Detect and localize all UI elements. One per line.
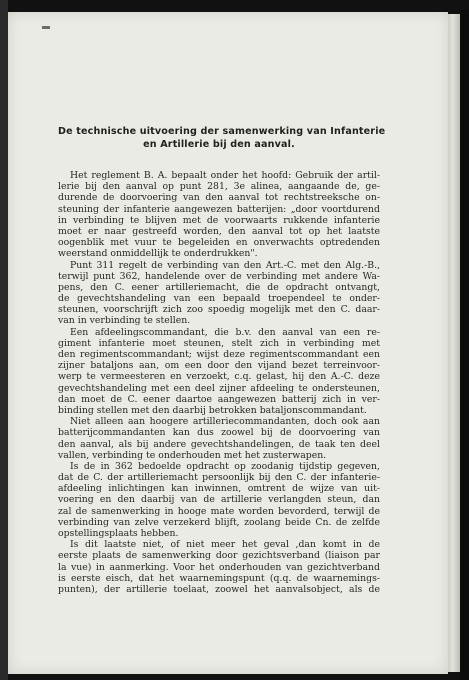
- text-line: van in verbinding te stellen.: [58, 315, 191, 327]
- text-line: batterijcommandanten kan dus zoowel bij de doorvoering van: [58, 427, 380, 439]
- text-line: afdeeling inlichtingen kan inwinnen, omtrent de wijze van uit-: [58, 483, 380, 495]
- text-line: in verbinding te blijven met de voorwaarts rukkende infanterie: [58, 214, 380, 226]
- text-line: Is de in 362 bedoelde opdracht op zoodanig tijdstip gegeven,: [70, 460, 380, 472]
- text-line: Een afdeelingscommandant, die b.v. den aanval van een re-: [70, 326, 380, 338]
- text-line: weerstand onmiddellijk te onderdrukken".: [58, 248, 258, 260]
- text-line: eerste plaats de samenwerking door gezichtsverband (liaison par: [58, 550, 380, 562]
- print-mark: [42, 26, 50, 29]
- text-line: pens, den C. eener artilleriemacht, die de opdracht ontvangt,: [58, 281, 380, 293]
- text-line: binding stellen met den daarbij betrokken bataljonscommandant.: [58, 404, 367, 416]
- text-line: Punt 311 regelt de verbinding van den Art.-C. met den Alg.-B.,: [70, 259, 380, 271]
- text-line: de gevechtshandeling van een bepaald troependeel te onder-: [58, 293, 380, 305]
- text-line: steunen, voorschrijft zich zoo spoedig mogelijk met den C. daar-: [58, 304, 380, 316]
- text-line: werp te vermeesteren en verzoekt, c.q. gelast, hij den A.-C. deze: [58, 371, 380, 383]
- text-line: verbinding van zelve verzekerd blijft, zoolang beide Cn. de zelfde: [58, 516, 380, 528]
- text-line: punten), der artillerie toelaat, zoowel het aanvalsobject, als de: [58, 583, 380, 595]
- text-line: oogenblik met vuur te begeleiden en onverwachts optredenden: [58, 237, 380, 249]
- text-line: den aanval, als bij andere gevechtshandelingen, de taak ten deel: [58, 438, 380, 450]
- text-line: is eerste eisch, dat het waarnemingspunt (q.q. de waarnemings-: [58, 572, 380, 584]
- article-title: [58, 125, 386, 151]
- scan-right-border: [460, 10, 469, 680]
- text-line: Het reglement B. A. bepaalt onder het hoofd: Gebruik der artil-: [70, 170, 380, 181]
- page-text-block: [58, 125, 386, 595]
- text-line: voering en den daarbij van de artillerie verlangden steun, dan: [58, 494, 380, 506]
- text-line: giment infanterie moet steunen, stelt zich in verbinding met: [58, 337, 380, 349]
- text-line: zijner bataljons aan, om een door den vijand bezet terreinvoor-: [58, 360, 380, 372]
- scan-left-border: [0, 0, 8, 680]
- text-line: Niet alleen aan hoogere artilleriecommandanten, doch ook aan: [70, 416, 380, 428]
- text-line: durende de doorvoering van den aanval tot rechtstreeksche on-: [58, 192, 380, 204]
- text-line: dan moet de C. eener daartoe aangewezen batterij zich in ver-: [58, 393, 380, 405]
- text-line: den regimentscommandant; wijst deze regimentscommandant een: [58, 349, 380, 360]
- text-line: Is dit laatste niet, of niet meer het geval ,dan komt in de: [70, 539, 380, 551]
- text-line: la vue) in aanmerking. Voor het onderhouden van gezichtverband: [58, 561, 380, 573]
- text-line: steuning der infanterie aangewezen batterijen: „door voortdurend: [58, 203, 380, 215]
- text-line: lerie bij den aanval op punt 281, 3e alinea, aangaande de, ge-: [58, 181, 380, 193]
- text-line: vallen, verbinding te onderhouden met het zusterwapen.: [58, 449, 327, 461]
- title-line-1: De technische uitvoering der samenwerking van Infanterie: [58, 126, 386, 137]
- text-line: dat de C. der artilleriemacht persoonlijk bij den C. der infanterie-: [58, 472, 380, 484]
- title-line-2: en Artillerie bij den aanval.: [143, 139, 295, 150]
- text-line: opstellingsplaats hebben.: [58, 528, 179, 539]
- text-line: terwijl punt 362, handelende over de verbinding met andere Wa-: [58, 270, 380, 282]
- text-line: moet er naar gestreefd worden, den aanval tot op het laatste: [58, 225, 380, 237]
- text-line: gevechtshandeling met een deel zijner afdeeling te ondersteunen,: [58, 382, 380, 394]
- page-edge: [448, 14, 460, 672]
- text-line: zal de samenwerking in hooge mate worden bevorderd, terwijl de: [58, 505, 380, 517]
- article-body: [58, 170, 380, 595]
